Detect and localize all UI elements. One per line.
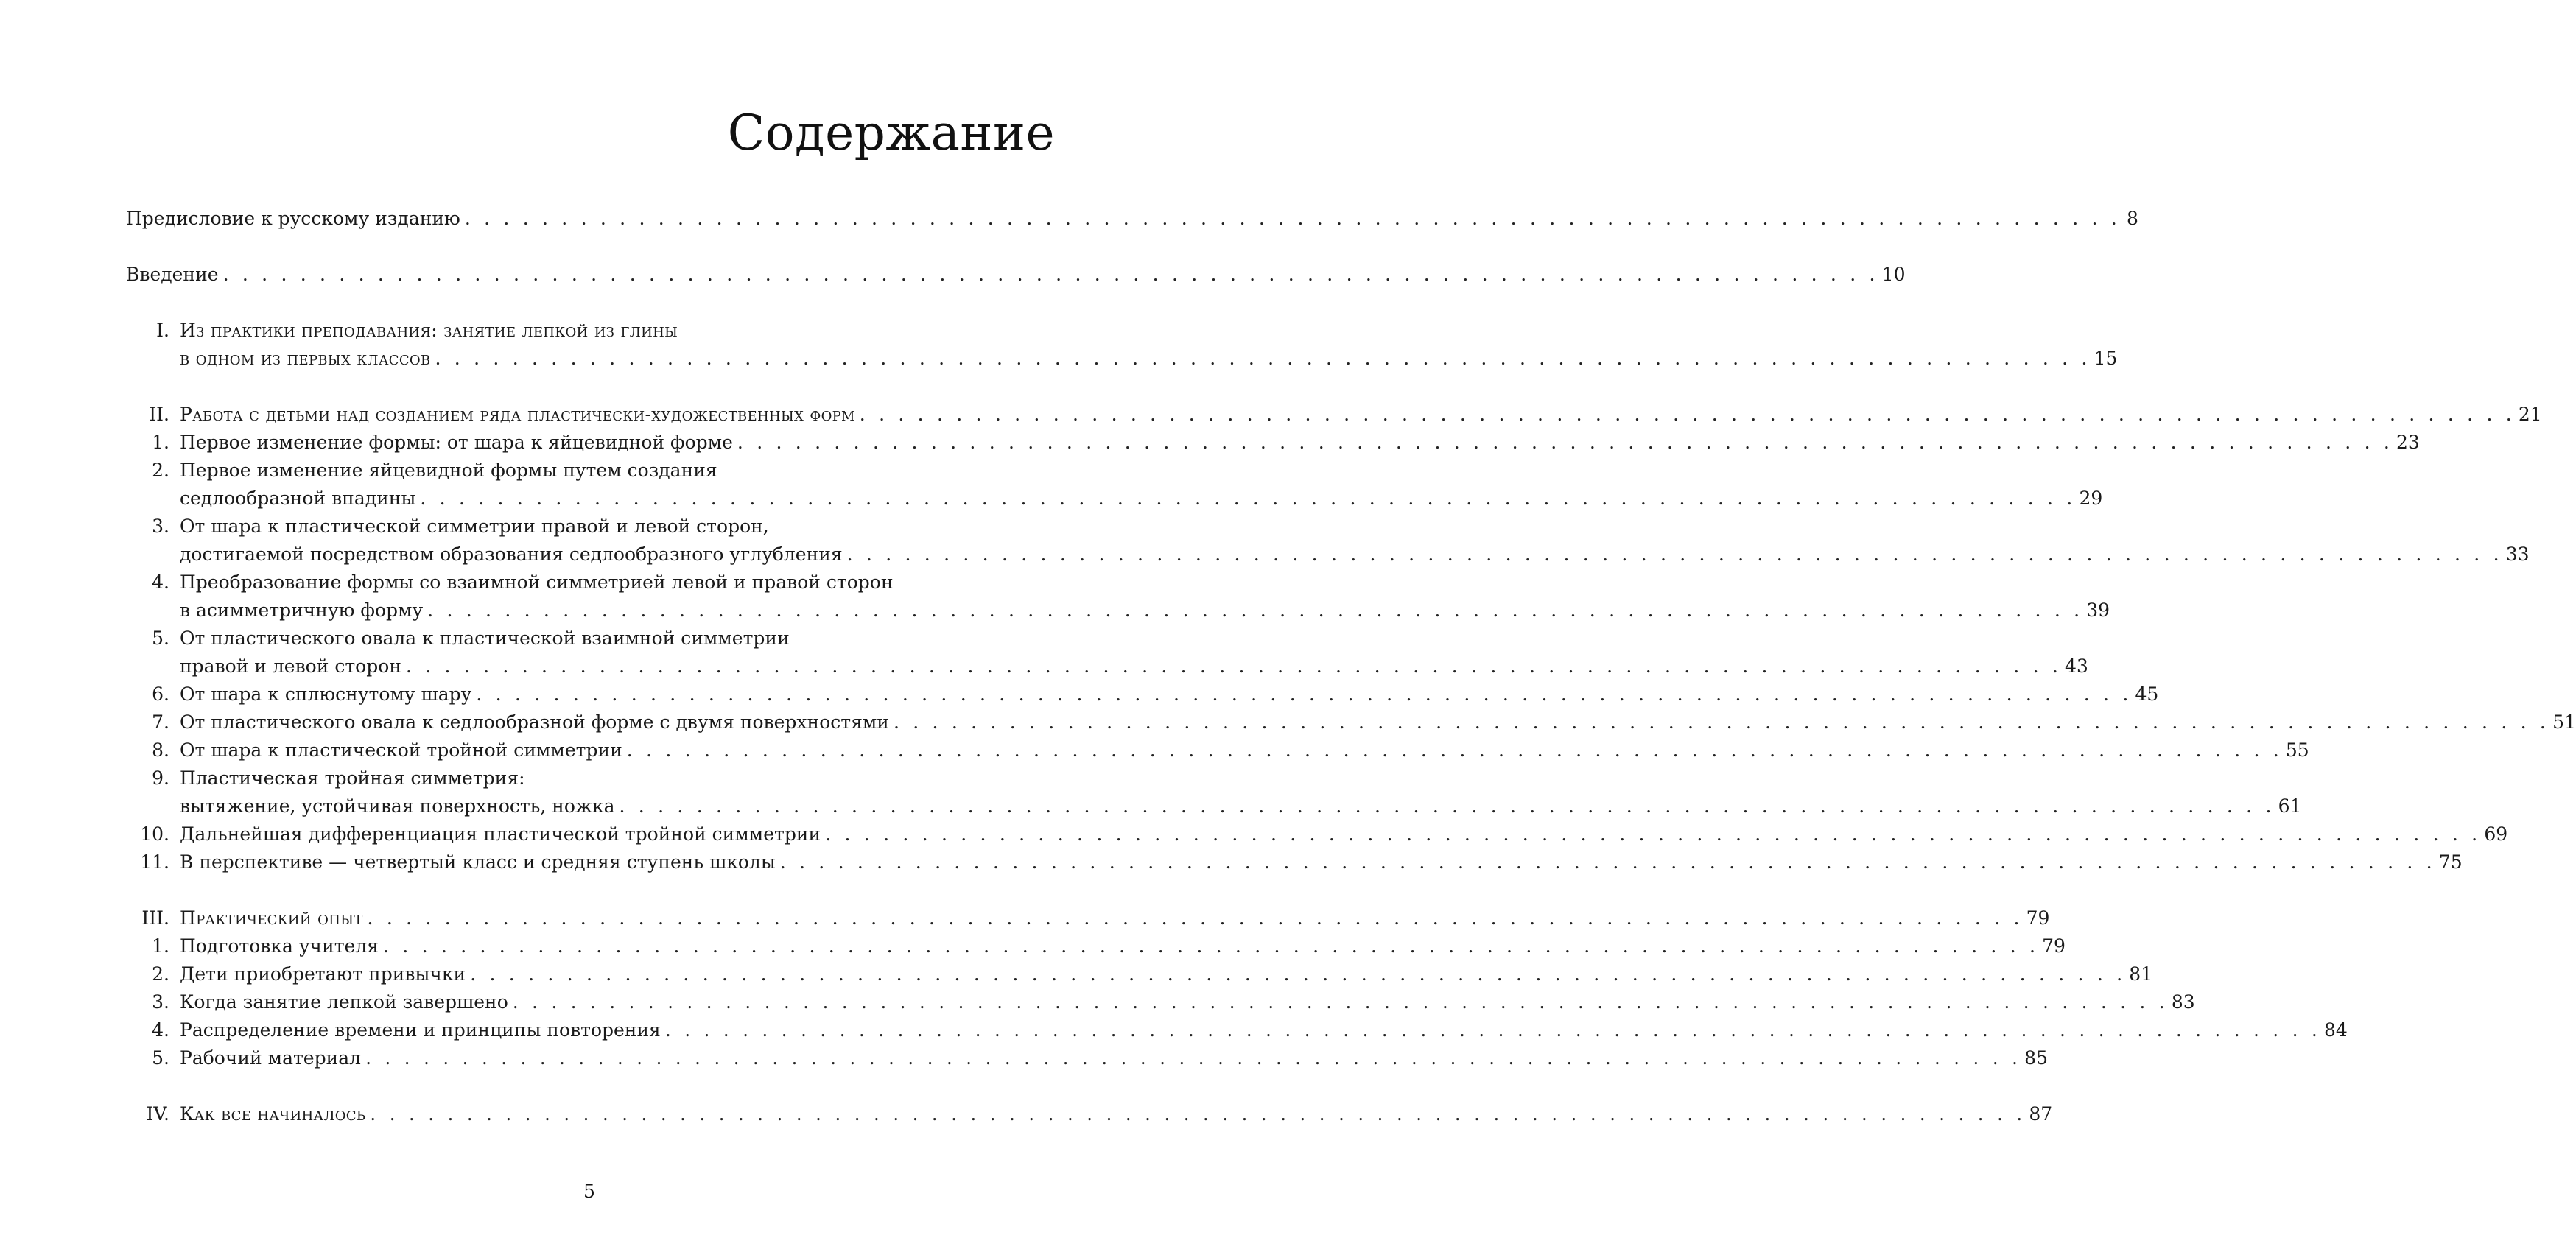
toc-entry-chapter-3[interactable] [127, 904, 2050, 932]
toc-entry-text: в асимметричную форму [180, 599, 424, 621]
toc-entry-3-5[interactable] [127, 1044, 2048, 1072]
dot-leader: . . . . . . . . . . . . . . . . . . . . . . . . . . . . . . . . . . . . . . . . . . . . . . . . . . . . . . . . . . . . . . . . . . . . . . . . . . . . . . . . . . . . . . [367, 907, 2024, 929]
toc-entry-2-9-continued [127, 792, 2302, 820]
dot-leader: . . . . . . . . . . . . . . . . . . . . . . . . . . . . . . . . . . . . . . . . . . . . . . . . . . . . . . . . . . . . . . . . . . . . . . . . . . . . . . . . . . . . . . [383, 935, 2040, 957]
toc-entry-2-7[interactable] [127, 708, 2576, 736]
toc-entry-intro[interactable] [126, 261, 1906, 289]
toc-entry-text: седлообразной впадины [180, 488, 416, 509]
toc-entry-number: 9. [152, 767, 169, 789]
toc-entry-text: От пластического овала к пластической взаимной симметрии [180, 627, 790, 649]
dot-leader: . . . . . . . . . . . . . . . . . . . . . . . . . . . . . . . . . . . . . . . . . . . . . . . . . . . . . . . . . . . . . . . . . . . . . . . . . . . . . . . . . . . . . . [779, 851, 2436, 873]
toc-entry-text: Как все начиналось [180, 1103, 366, 1125]
dot-leader: . . . . . . . . . . . . . . . . . . . . . . . . . . . . . . . . . . . . . . . . . . . . . . . . . . . . . . . . . . . . . . . . . . . . . . . . . . . . . . . . . . . . . . [512, 991, 2169, 1013]
toc-page-number: 79 [2026, 907, 2050, 929]
toc-entry-text: Работа с детьми над созданием ряда пластически-художественных форм [180, 404, 855, 425]
toc-entry-2-5[interactable] [127, 625, 1056, 653]
toc-entry-2-11[interactable] [127, 848, 2463, 876]
toc-entry-text: Первое изменение формы: от шара к яйцевидной форме [180, 432, 733, 453]
dot-leader: . . . . . . . . . . . . . . . . . . . . . . . . . . . . . . . . . . . . . . . . . . . . . . . . . . . . . . . . . . . . . . . . . . . . . . . . . . . . . . . . . . . . . . [427, 599, 2084, 621]
toc-entry-number: 6. [152, 683, 169, 705]
toc-entry-2-2[interactable] [127, 457, 1056, 485]
toc-entry-text: Дети приобретают привычки [180, 963, 466, 985]
dot-leader: . . . . . . . . . . . . . . . . . . . . . . . . . . . . . . . . . . . . . . . . . . . . . . . . . . . . . . . . . . . . . . . . . . . . . . . . . . . . . . . . . . . . . . [893, 711, 2550, 733]
toc-page-number: 85 [2024, 1047, 2048, 1069]
toc-page-number: 84 [2324, 1019, 2348, 1041]
toc-entry-2-8[interactable] [127, 736, 2309, 764]
toc-entry-2-2-continued [127, 485, 2103, 513]
toc-page-number: 8 [2127, 208, 2138, 229]
toc-entry-text: От шара к пластической тройной симметрии [180, 739, 622, 761]
toc-page-number: 83 [2171, 991, 2195, 1013]
toc-entry-2-4[interactable] [127, 569, 1056, 597]
dot-leader: . . . . . . . . . . . . . . . . . . . . . . . . . . . . . . . . . . . . . . . . . . . . . . . . . . . . . . . . . . . . . . . . . . . . . . . . . . . . . . . . . . . . . . [737, 432, 2394, 453]
toc-entry-chapter-1-continued [127, 345, 2118, 373]
toc-entry-text: От шара к сплюснутому шару [180, 683, 472, 705]
toc-entry-preface[interactable] [126, 205, 2138, 233]
toc-entry-text: Практический опыт [180, 907, 363, 929]
page-number: 5 [583, 1181, 595, 1202]
toc-entry-3-1[interactable] [127, 932, 2066, 960]
toc-entry-text: Когда занятие лепкой завершено [180, 991, 508, 1013]
dot-leader: . . . . . . . . . . . . . . . . . . . . . . . . . . . . . . . . . . . . . . . . . . . . . . . . . . . . . . . . . . . . . . . . . . . . . . . . . . . . . . . . . . . . . . [846, 544, 2503, 565]
toc-entry-number: 10. [140, 823, 169, 845]
toc-entry-chapter-4[interactable] [127, 1100, 2053, 1128]
toc-page-number: 51 [2552, 711, 2576, 733]
dot-leader: . . . . . . . . . . . . . . . . . . . . . . . . . . . . . . . . . . . . . . . . . . . . . . . . . . . . . . . . . . . . . . . . . . . . . . . . . . . . . . . . . . . . . . [365, 1047, 2022, 1069]
dot-leader: . . . . . . . . . . . . . . . . . . . . . . . . . . . . . . . . . . . . . . . . . . . . . . . . . . . . . . . . . . . . . . . . . . . . . . . . . . . . . . . . . . . . . . [664, 1019, 2322, 1041]
toc-entry-text: В перспективе — четвертый класс и средняя ступень школы [180, 851, 776, 873]
toc-page-number: 81 [2129, 963, 2153, 985]
toc-entry-number: 2. [152, 963, 169, 985]
toc-entry-text: вытяжение, устойчивая поверхность, ножка [180, 795, 615, 817]
toc-page-number: 55 [2285, 739, 2309, 761]
toc-entry-text: в одном из первых классов [180, 348, 431, 369]
toc-entry-3-4[interactable] [127, 1016, 2348, 1044]
toc-entry-text: Дальнейшая дифференциация пластической тройной симметрии [180, 823, 821, 845]
toc-entry-text: Введение [126, 264, 219, 285]
toc-entry-text: Пластическая тройная симметрия: [180, 767, 525, 789]
dot-leader: . . . . . . . . . . . . . . . . . . . . . . . . . . . . . . . . . . . . . . . . . . . . . . . . . . . . . . . . . . . . . . . . . . . . . . . . . . . . . . . . . . . . . . [464, 208, 2121, 229]
toc-page-number: 33 [2505, 544, 2530, 565]
toc-entry-2-4-continued [127, 597, 2110, 625]
toc-entry-number: I. [156, 320, 169, 341]
toc-entry-number: 1. [152, 935, 169, 957]
toc-page-number: 75 [2438, 851, 2463, 873]
toc-entry-number: II. [149, 404, 169, 425]
toc-entry-3-3[interactable] [127, 988, 2195, 1016]
toc-page-number: 10 [1881, 264, 1906, 285]
toc-entry-2-6[interactable] [127, 680, 2159, 708]
toc-page-number: 61 [2278, 795, 2302, 817]
toc-entry-text: правой и левой сторон [180, 655, 401, 677]
toc-page-number: 39 [2086, 599, 2110, 621]
toc-page-number: 29 [2079, 488, 2103, 509]
toc-entry-text: Подготовка учителя [180, 935, 379, 957]
toc-entry-number: 7. [152, 711, 169, 733]
dot-leader: . . . . . . . . . . . . . . . . . . . . . . . . . . . . . . . . . . . . . . . . . . . . . . . . . . . . . . . . . . . . . . . . . . . . . . . . . . . . . . . . . . . . . . [420, 488, 2077, 509]
dot-leader: . . . . . . . . . . . . . . . . . . . . . . . . . . . . . . . . . . . . . . . . . . . . . . . . . . . . . . . . . . . . . . . . . . . . . . . . . . . . . . . . . . . . . . [370, 1103, 2026, 1125]
toc-page-number: 21 [2518, 404, 2542, 425]
toc-entry-number: 2. [152, 460, 169, 481]
toc-entry-chapter-1[interactable] [127, 317, 1056, 345]
dot-leader: . . . . . . . . . . . . . . . . . . . . . . . . . . . . . . . . . . . . . . . . . . . . . . . . . . . . . . . . . . . . . . . . . . . . . . . . . . . . . . . . . . . . . . [470, 963, 2127, 985]
toc-entry-number: 5. [152, 1047, 169, 1069]
toc-entry-text: Распределение времени и принципы повторения [180, 1019, 661, 1041]
dot-leader: . . . . . . . . . . . . . . . . . . . . . . . . . . . . . . . . . . . . . . . . . . . . . . . . . . . . . . . . . . . . . . . . . . . . . . . . . . . . . . . . . . . . . . [435, 348, 2091, 369]
toc-entry-2-9[interactable] [127, 764, 1056, 792]
toc-entry-number: 3. [152, 516, 169, 537]
toc-entry-chapter-2[interactable] [127, 401, 2542, 429]
dot-leader: . . . . . . . . . . . . . . . . . . . . . . . . . . . . . . . . . . . . . . . . . . . . . . . . . . . . . . . . . . . . . . . . . . . . . . . . . . . . . . . . . . . . . . [222, 264, 1879, 285]
toc-entry-text: Преобразование формы со взаимной симметрией левой и правой сторон [180, 572, 894, 593]
dot-leader: . . . . . . . . . . . . . . . . . . . . . . . . . . . . . . . . . . . . . . . . . . . . . . . . . . . . . . . . . . . . . . . . . . . . . . . . . . . . . . . . . . . . . . [859, 404, 2516, 425]
toc-entry-number: 11. [140, 851, 169, 873]
dot-leader: . . . . . . . . . . . . . . . . . . . . . . . . . . . . . . . . . . . . . . . . . . . . . . . . . . . . . . . . . . . . . . . . . . . . . . . . . . . . . . . . . . . . . . [825, 823, 2482, 845]
toc-entry-text: Рабочий материал [180, 1047, 362, 1069]
dot-leader: . . . . . . . . . . . . . . . . . . . . . . . . . . . . . . . . . . . . . . . . . . . . . . . . . . . . . . . . . . . . . . . . . . . . . . . . . . . . . . . . . . . . . . [619, 795, 2275, 817]
toc-entry-2-5-continued [127, 653, 2088, 680]
dot-leader: . . . . . . . . . . . . . . . . . . . . . . . . . . . . . . . . . . . . . . . . . . . . . . . . . . . . . . . . . . . . . . . . . . . . . . . . . . . . . . . . . . . . . . [476, 683, 2133, 705]
toc-entry-2-1[interactable] [127, 429, 2420, 457]
toc-entry-text: Первое изменение яйцевидной формы путем создания [180, 460, 717, 481]
toc-entry-3-2[interactable] [127, 960, 2153, 988]
toc-entry-number: 4. [152, 1019, 169, 1041]
toc-entry-2-3[interactable] [127, 513, 1056, 541]
toc-entry-number: 5. [152, 627, 169, 649]
toc-page-number: 69 [2484, 823, 2508, 845]
toc-page-number: 87 [2029, 1103, 2053, 1125]
toc-entry-2-10[interactable] [127, 820, 2508, 848]
dot-leader: . . . . . . . . . . . . . . . . . . . . . . . . . . . . . . . . . . . . . . . . . . . . . . . . . . . . . . . . . . . . . . . . . . . . . . . . . . . . . . . . . . . . . . [405, 655, 2063, 677]
page-title: Содержание [727, 105, 1055, 161]
toc-entry-text: достигаемой посредством образования седлообразного углубления [180, 544, 843, 565]
dot-leader: . . . . . . . . . . . . . . . . . . . . . . . . . . . . . . . . . . . . . . . . . . . . . . . . . . . . . . . . . . . . . . . . . . . . . . . . . . . . . . . . . . . . . . [626, 739, 2283, 761]
toc-entry-number: 1. [152, 432, 169, 453]
toc-entry-text: От пластического овала к седлообразной форме с двумя поверхностями [180, 711, 889, 733]
toc-entry-number: IV. [146, 1103, 169, 1125]
table-of-contents [126, 205, 2576, 1128]
toc-entry-2-3-continued [127, 541, 2530, 569]
toc-page-number: 43 [2065, 655, 2088, 677]
toc-page-number: 45 [2135, 683, 2159, 705]
toc-entry-text: Предисловие к русскому изданию [126, 208, 460, 229]
toc-entry-number: 8. [152, 739, 169, 761]
toc-entry-number: 4. [152, 572, 169, 593]
toc-entry-text: Из практики преподавания: занятие лепкой из глины [180, 320, 678, 341]
toc-entry-text: От шара к пластической симметрии правой и левой сторон, [180, 516, 769, 537]
toc-entry-number: 3. [152, 991, 169, 1013]
toc-entry-number: III. [141, 907, 169, 929]
toc-page-number: 79 [2042, 935, 2066, 957]
toc-page-number: 15 [2094, 348, 2118, 369]
toc-page-number: 23 [2396, 432, 2420, 453]
